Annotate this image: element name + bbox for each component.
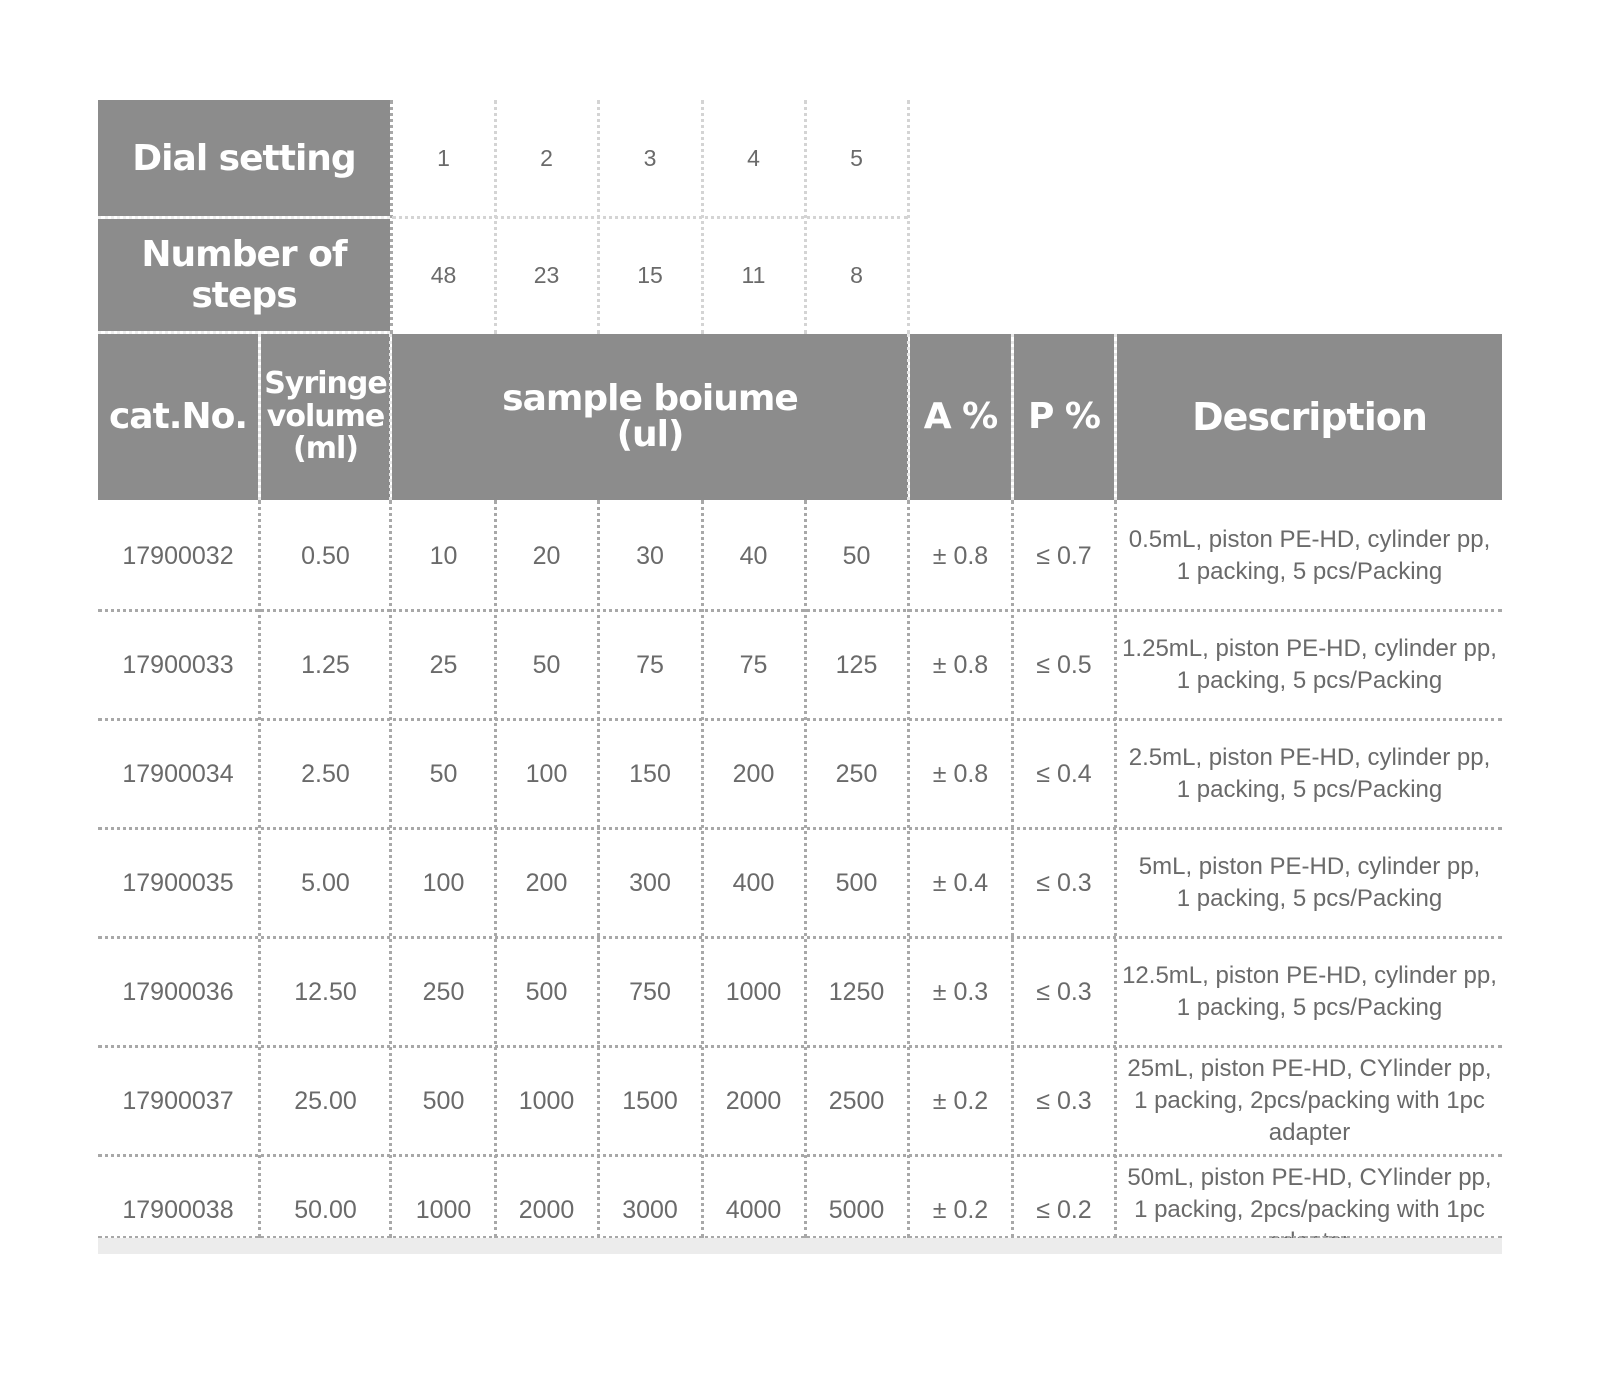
- description-cell: [1117, 939, 1502, 1045]
- sample-volume-cell: 50: [842, 541, 871, 570]
- dial-setting-value: 3: [643, 144, 657, 171]
- grid-line: [98, 936, 1502, 939]
- sample-volume-cell: 100: [422, 868, 465, 897]
- cat-no-cell: 17900033: [122, 650, 234, 679]
- grid-line: [98, 718, 1502, 721]
- precision-cell: ≤ 0.4: [1036, 759, 1092, 788]
- sample-volume-cell: 20: [532, 541, 561, 570]
- sample-volume-cell: 1000: [518, 1086, 575, 1115]
- precision-cell: ≤ 0.5: [1036, 650, 1092, 679]
- description-line: 1.25mL, piston PE-HD, cylinder pp,: [1122, 635, 1497, 663]
- sample-volume-cell: 1500: [622, 1086, 678, 1115]
- number-of-steps-value: 23: [533, 261, 560, 288]
- sample-volume-cell: 250: [422, 977, 465, 1006]
- sample-volume-cell: 5000: [828, 1195, 885, 1224]
- description-line: 50mL, piston PE-HD, CYlinder pp,: [1127, 1164, 1492, 1192]
- sample-volume-cell: 500: [525, 977, 568, 1006]
- sample-volume-header-line: (ul): [616, 414, 684, 455]
- precision-cell: ≤ 0.3: [1036, 868, 1092, 897]
- cat-no-cell: 17900032: [122, 541, 234, 570]
- dial-setting-value: 5: [850, 144, 863, 171]
- precision-cell: ≤ 0.7: [1036, 541, 1092, 570]
- syringe-volume-cell: 5.00: [301, 868, 350, 897]
- cat-no-cell: 17900036: [122, 977, 234, 1006]
- table-bottom-band: [98, 1238, 1502, 1254]
- syringe-volume-header-line: (ml): [293, 431, 358, 467]
- accuracy-cell: ± 0.8: [932, 541, 989, 570]
- grid-line: [98, 216, 390, 219]
- grid-line: [98, 609, 1502, 612]
- description-line: 1 packing, 5 pcs/Packing: [1176, 776, 1443, 803]
- grid-line: [98, 827, 1502, 830]
- sample-volume-cell: 1000: [725, 977, 782, 1006]
- cat-no-cell: 17900037: [122, 1086, 234, 1115]
- sample-volume-cell: 75: [636, 650, 664, 679]
- precision-cell: ≤ 0.3: [1036, 1086, 1092, 1115]
- number-of-steps-value: 15: [637, 261, 663, 288]
- cat-no-cell: 17900038: [122, 1195, 234, 1224]
- sample-volume-cell: 500: [835, 868, 878, 897]
- syringe-volume-cell: 50.00: [294, 1195, 357, 1224]
- description-line: 25mL, piston PE-HD, CYlinder pp,: [1127, 1055, 1492, 1083]
- sample-volume-cell: 1250: [828, 977, 885, 1006]
- grid-line: [98, 331, 390, 334]
- description-line: 0.5mL, piston PE-HD, cylinder pp,: [1128, 526, 1491, 554]
- sample-volume-cell: 50: [429, 759, 458, 788]
- syringe-volume-cell: 0.50: [301, 541, 350, 570]
- description-line: 2.5mL, piston PE-HD, cylinder pp,: [1128, 744, 1491, 772]
- syringe-volume-cell: 12.50: [294, 977, 357, 1006]
- number-of-steps-header: Number of steps: [98, 219, 390, 331]
- sample-volume-cell: 300: [629, 868, 671, 897]
- dial-setting-value: 2: [540, 144, 553, 171]
- grid-line: [392, 216, 908, 219]
- syringe-volume-cell: 1.25: [301, 650, 350, 679]
- sample-volume-cell: 3000: [622, 1195, 678, 1224]
- precision-cell: ≤ 0.3: [1036, 977, 1092, 1006]
- sample-volume-cell: 250: [835, 759, 878, 788]
- sample-volume-cell: 125: [835, 650, 878, 679]
- sample-volume-cell: 500: [422, 1086, 465, 1115]
- description-header: Description: [1117, 334, 1502, 500]
- sample-volume-cell: 150: [629, 759, 671, 788]
- accuracy-cell: ± 0.4: [932, 868, 989, 897]
- cat-no-cell: 17900035: [122, 868, 234, 897]
- number-of-steps-value: 48: [430, 261, 457, 288]
- sample-volume-cell: 100: [525, 759, 568, 788]
- description-line: 12.5mL, piston PE-HD, cylinder pp,: [1122, 962, 1497, 990]
- description-cell: [1117, 830, 1502, 936]
- accuracy-cell: ± 0.2: [932, 1086, 989, 1115]
- sample-volume-cell: 200: [525, 868, 568, 897]
- p-percent-header: P %: [1014, 334, 1114, 500]
- grid-line: [258, 334, 261, 500]
- description-line: 1 packing, 2pcs/packing with 1pc: [1134, 1087, 1485, 1115]
- description-line: 1 packing, 5 pcs/Packing: [1176, 885, 1443, 912]
- description-cell: [1117, 612, 1502, 718]
- sample-volume-cell: 1000: [415, 1195, 472, 1224]
- syringe-volume-header: [261, 334, 390, 500]
- number-of-steps-value: 8: [850, 261, 863, 288]
- sample-volume-cell: 4000: [725, 1195, 782, 1224]
- sample-volume-cell: 75: [739, 650, 768, 679]
- grid-line: [1011, 334, 1014, 500]
- sample-volume-cell: 10: [429, 541, 458, 570]
- precision-cell: ≤ 0.2: [1036, 1195, 1092, 1224]
- syringe-volume-header-line: Syringe: [264, 366, 387, 402]
- accuracy-cell: ± 0.8: [932, 759, 989, 788]
- cat-no-cell: 17900034: [122, 759, 234, 788]
- accuracy-cell: ± 0.3: [932, 977, 989, 1006]
- syringe-volume-header-line: volume: [266, 398, 385, 434]
- grid-line: [98, 1154, 1502, 1157]
- description-line: 5mL, piston PE-HD, cylinder pp,: [1138, 853, 1481, 881]
- grid-line: [907, 334, 910, 500]
- accuracy-cell: ± 0.8: [932, 650, 989, 679]
- description-line: adapter: [1268, 1118, 1351, 1146]
- grid-line: [389, 334, 392, 500]
- description-line: 1 packing, 5 pcs/Packing: [1176, 667, 1443, 694]
- sample-volume-header: [392, 334, 908, 500]
- a-percent-header: A %: [910, 334, 1011, 500]
- sample-volume-cell: 50: [532, 650, 561, 679]
- dial-setting-header: Dial setting: [98, 100, 390, 216]
- description-cell: [1117, 1048, 1502, 1154]
- sample-volume-cell: 40: [739, 541, 768, 570]
- sample-volume-cell: 2000: [518, 1195, 575, 1224]
- sample-volume-cell: 200: [732, 759, 775, 788]
- dial-setting-value: 1: [437, 144, 450, 171]
- description-line: 1 packing, 2pcs/packing with 1pc: [1134, 1196, 1485, 1224]
- grid-line: [98, 1045, 1502, 1048]
- sample-volume-cell: 750: [629, 977, 671, 1006]
- sample-volume-cell: 2000: [725, 1086, 782, 1115]
- sample-volume-header-line: sample boiume: [502, 378, 798, 419]
- accuracy-cell: ± 0.2: [932, 1195, 989, 1224]
- sample-volume-cell: 30: [636, 541, 664, 570]
- description-line: 1 packing, 5 pcs/Packing: [1176, 558, 1443, 585]
- sample-volume-cell: 2500: [828, 1086, 885, 1115]
- number-of-steps-value: 11: [741, 261, 766, 288]
- syringe-volume-cell: 25.00: [294, 1086, 357, 1115]
- syringe-volume-cell: 2.50: [301, 759, 350, 788]
- sample-volume-cell: 25: [429, 650, 458, 679]
- description-cell: [1117, 721, 1502, 827]
- dial-setting-value: 4: [747, 144, 760, 171]
- sample-volume-cell: 400: [732, 868, 775, 897]
- grid-line: [1114, 334, 1117, 500]
- description-cell: [1117, 503, 1502, 609]
- description-line: 1 packing, 5 pcs/Packing: [1176, 994, 1443, 1021]
- cat-no-header: cat.No.: [98, 334, 258, 500]
